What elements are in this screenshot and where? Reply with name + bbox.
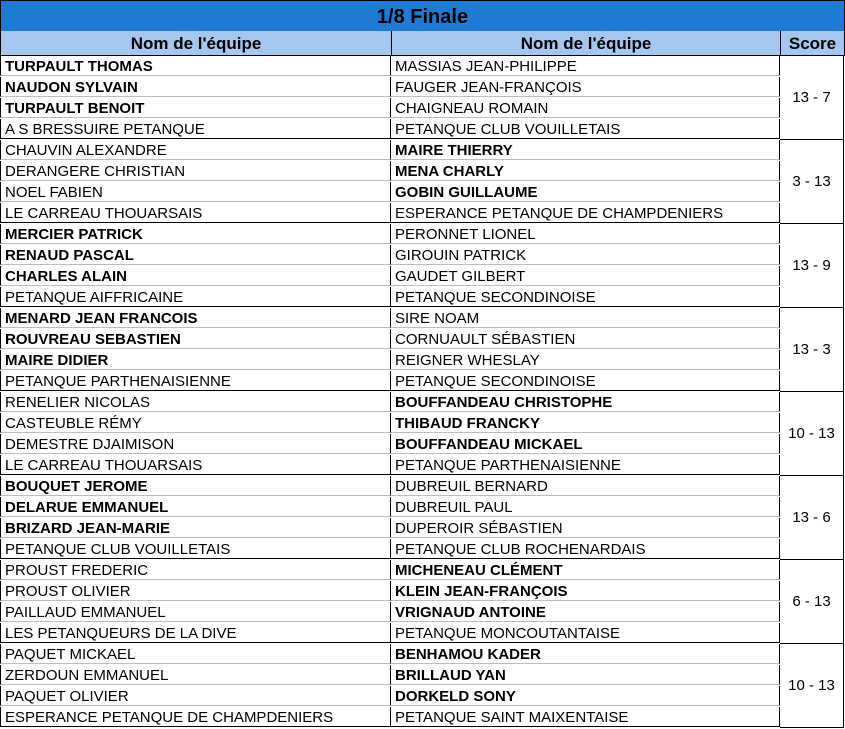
team1-player: MERCIER PATRICK	[0, 224, 391, 244]
team1-player: BRIZARD JEAN-MARIE	[0, 518, 391, 538]
team2-player: KLEIN JEAN-FRANÇOIS	[391, 581, 780, 601]
team1-player: DERANGERE CHRISTIAN	[0, 161, 391, 181]
team1-player: DELARUE EMMANUEL	[0, 497, 391, 517]
team2-player: GOBIN GUILLAUME	[391, 182, 780, 202]
team2-club: PETANQUE MONCOUTANTAISE	[391, 623, 780, 643]
team2-player: REIGNER WHESLAY	[391, 350, 780, 370]
team2-player: MAIRE THIERRY	[391, 140, 780, 160]
match-score: 13 - 9	[780, 224, 844, 308]
team1-player: PAQUET OLIVIER	[0, 686, 391, 706]
team2-player: DORKELD SONY	[391, 686, 780, 706]
team2-player: BOUFFANDEAU MICKAEL	[391, 434, 780, 454]
team2-player: MICHENEAU CLÉMENT	[391, 560, 780, 580]
match-score: 13 - 7	[780, 56, 844, 140]
match-score: 10 - 13	[780, 644, 844, 728]
team1-player: BOUQUET JEROME	[0, 476, 391, 496]
team2-player: MENA CHARLY	[391, 161, 780, 181]
team1-player: DEMESTRE DJAIMISON	[0, 434, 391, 454]
team1-player: CASTEUBLE RÉMY	[0, 413, 391, 433]
team1-player: NOEL FABIEN	[0, 182, 391, 202]
team2-player: SIRE NOAM	[391, 308, 780, 328]
team1-player: ROUVREAU SEBASTIEN	[0, 329, 391, 349]
team2-club: PETANQUE SECONDINOISE	[391, 371, 780, 391]
team1-club: A S BRESSUIRE PETANQUE	[0, 119, 391, 139]
match-score: 6 - 13	[780, 560, 844, 644]
team1-player: ZERDOUN EMMANUEL	[0, 665, 391, 685]
team1-player: CHARLES ALAIN	[0, 266, 391, 286]
team2-player: MASSIAS JEAN-PHILIPPE	[391, 56, 780, 76]
team1-player: NAUDON SYLVAIN	[0, 77, 391, 97]
team2-player: DUPEROIR SÉBASTIEN	[391, 518, 780, 538]
team1-player: MENARD JEAN FRANCOIS	[0, 308, 391, 328]
team1-player: RENAUD PASCAL	[0, 245, 391, 265]
team2-player: GAUDET GILBERT	[391, 266, 780, 286]
team1-club: LES PETANQUEURS DE LA DIVE	[0, 623, 391, 643]
team2-player: VRIGNAUD ANTOINE	[391, 602, 780, 622]
match-score: 13 - 3	[780, 308, 844, 392]
team2-club: PETANQUE PARTHENAISIENNE	[391, 455, 780, 475]
team2-club: PETANQUE CLUB VOUILLETAIS	[391, 119, 780, 139]
match-score: 10 - 13	[780, 392, 844, 476]
team1-club: PETANQUE PARTHENAISIENNE	[0, 371, 391, 391]
team1-player: PAILLAUD EMMANUEL	[0, 602, 391, 622]
team1-player: TURPAULT BENOIT	[0, 98, 391, 118]
team2-player: FAUGER JEAN-FRANÇOIS	[391, 77, 780, 97]
team1-club: PETANQUE AIFFRICAINE	[0, 287, 391, 307]
header-score: Score	[780, 31, 845, 56]
team2-player: BOUFFANDEAU CHRISTOPHE	[391, 392, 780, 412]
sheet-title: 1/8 Finale	[0, 0, 845, 31]
team2-player: CHAIGNEAU ROMAIN	[391, 98, 780, 118]
team1-player: PROUST FREDERIC	[0, 560, 391, 580]
match-score: 13 - 6	[780, 476, 844, 560]
team2-player: DUBREUIL PAUL	[391, 497, 780, 517]
team2-player: DUBREUIL BERNARD	[391, 476, 780, 496]
team2-player: BRILLAUD YAN	[391, 665, 780, 685]
team1-club: LE CARREAU THOUARSAIS	[0, 203, 391, 223]
team2-player: BENHAMOU KADER	[391, 644, 780, 664]
team2-player: THIBAUD FRANCKY	[391, 413, 780, 433]
team1-player: PROUST OLIVIER	[0, 581, 391, 601]
team1-club: ESPERANCE PETANQUE DE CHAMPDENIERS	[0, 707, 391, 727]
team2-club: PETANQUE SAINT MAIXENTAISE	[391, 707, 780, 727]
team1-player: PAQUET MICKAEL	[0, 644, 391, 664]
team2-club: ESPERANCE PETANQUE DE CHAMPDENIERS	[391, 203, 780, 223]
team2-player: PERONNET LIONEL	[391, 224, 780, 244]
team1-player: TURPAULT THOMAS	[0, 56, 391, 76]
team1-player: CHAUVIN ALEXANDRE	[0, 140, 391, 160]
team1-player: MAIRE DIDIER	[0, 350, 391, 370]
team2-club: PETANQUE SECONDINOISE	[391, 287, 780, 307]
match-score: 3 - 13	[780, 140, 844, 224]
team2-player: GIROUIN PATRICK	[391, 245, 780, 265]
header-team2: Nom de l'équipe	[391, 31, 780, 56]
team1-club: PETANQUE CLUB VOUILLETAIS	[0, 539, 391, 559]
team2-club: PETANQUE CLUB ROCHENARDAIS	[391, 539, 780, 559]
team1-club: LE CARREAU THOUARSAIS	[0, 455, 391, 475]
team2-player: CORNUAULT SÉBASTIEN	[391, 329, 780, 349]
team1-player: RENELIER NICOLAS	[0, 392, 391, 412]
header-team1: Nom de l'équipe	[0, 31, 391, 56]
